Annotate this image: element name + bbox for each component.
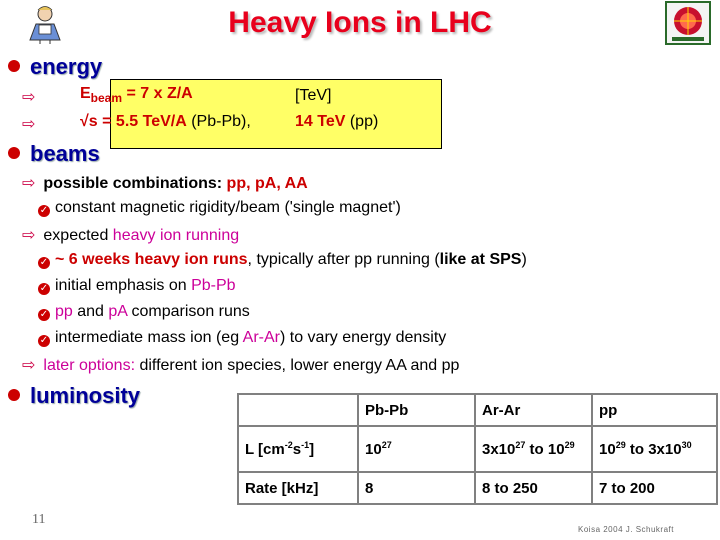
bullet-dot-icon [8,389,20,401]
table-header-cell [238,394,358,426]
footer-author: Koisa 2004 J. Schukraft [578,525,674,534]
table-header-row [238,394,717,426]
beams-item-1-sub: ✓ constant magnetic rigidity/beam ('single magnet') [39,199,401,216]
table-header-cell: pp [592,394,717,426]
energy-line-1 [22,87,43,107]
luminosity-table [237,393,718,505]
energy-line-2 [22,114,43,134]
check-icon: ✓ [39,257,49,268]
table-header-cell: Ar-Ar [475,394,592,426]
arrow-icon: ⇨ [22,89,36,106]
arrow-icon: ⇨ [22,175,36,192]
table-header-cell: Pb-Pb [358,394,475,426]
table-cell: 7 to 200 [592,472,717,504]
arrow-icon: ⇨ [22,357,36,374]
arrow-icon: ⇨ [22,116,36,133]
page-number: 11 [32,512,46,527]
table-cell: Rate [kHz] [238,472,358,504]
check-icon: ✓ [39,309,49,320]
luminosity-heading: luminosity [8,383,140,409]
table-cell: L $[cm^{-2}s^{-1}]$ [238,426,358,472]
table-cell: 8 to 250 [475,472,592,504]
energy-formula-2: √s = 5.5 TeV/A (Pb-Pb), [80,113,251,130]
beams-item-2-sub-2: ✓ initial emphasis on Pb-Pb [39,277,236,294]
check-icon: ✓ [39,283,49,294]
beams-heading: beams [8,141,100,167]
bullet-dot-icon [8,147,20,159]
beams-item-1: ⇨ possible combinations: pp, pA, AA [22,175,308,192]
check-icon: ✓ [39,205,49,216]
energy-unit: [TeV] [295,87,332,104]
beams-item-3: ⇨ later options: different ion species, lower energy AA and pp [22,357,460,374]
table-cell: $10^{27}$ [358,426,475,472]
page-title: Heavy Ions in LHC [228,6,492,39]
check-icon: ✓ [39,335,49,346]
energy-formula-2b: 14 TeV (pp) [295,113,379,130]
beams-item-2-sub-1: ✓ ~ 6 weeks heavy ion runs, typically after pp running (like at SPS) [39,251,527,268]
arrow-icon: ⇨ [22,227,36,244]
table-cell: 8 [358,472,475,504]
table-row [238,472,717,504]
beams-item-2: ⇨ expected heavy ion running [22,227,240,244]
energy-formula-1: $E_{beam} = 7$ x Z/A [80,85,193,106]
table-cell: $3x10^{27}$ to $10^{29}$ [475,426,592,472]
beams-item-2-sub-3: ✓ pp and pA comparison runs [39,303,250,320]
table-row [238,426,717,472]
energy-heading: energy [8,54,102,80]
table-cell: $10^{29}$ to $3x10^{30}$ [592,426,717,472]
bullet-dot-icon [8,60,20,72]
beams-item-2-sub-4: ✓ intermediate mass ion (eg Ar-Ar) to vary energy density [39,329,447,346]
